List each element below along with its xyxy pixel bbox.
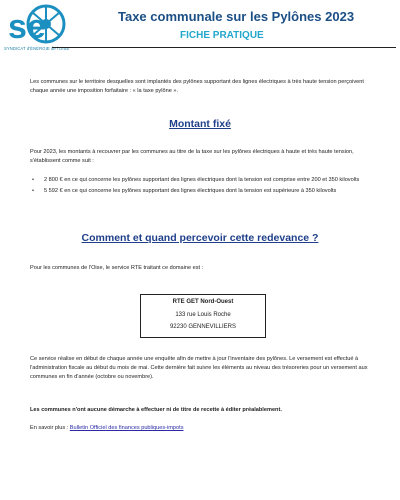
address-street: 133 rue Louis Roche (175, 311, 231, 318)
bofip-link[interactable]: Bulletin Officiel des finances publiques-impots (69, 425, 184, 431)
list-item (30, 187, 375, 196)
montant-list (30, 176, 375, 198)
service-paragraph: Ce service réalise en début de chaque année une enquête afin de mettre à jour l'inventaire des pylônes. Le versement est effectué à l'administration fiscale au début du mois de mai. Cette dernière fait suivre les éléments au niveau des trésoreries pour un versement aux communes en fin d'année (octobre ou novembre). (30, 356, 368, 381)
list-item (30, 176, 375, 185)
logo-text: se (8, 8, 46, 46)
bullet-icon: • (32, 177, 34, 183)
montant-paragraph: Pour 2023, les montants à recouvrer par les communes au titre de la taxe sur les pylônes électriques à haute et très haute tension, s'établissent comme suit : (30, 149, 354, 165)
bold-note: Les communes n'ont aucune démarche à effectuer ni de titre de recette à éditer préalablement. (30, 407, 282, 413)
header-divider (52, 47, 396, 48)
more-info (30, 424, 375, 433)
bullet-icon: • (32, 188, 34, 195)
intro-paragraph: Les communes sur le territoire desquelles sont implantés des pylônes supportant des lignes électriques à très haute tension perçoivent chaque année une imposition forfaitaire : « la taxe pylône ». (30, 79, 364, 95)
logo-caption: SYNDICAT d'ÉNERGIE de l'OISE (4, 46, 70, 51)
address-city: 92230 GENNEVILLIERS (169, 324, 237, 330)
section-title-perception: Comment et quand percevoir cette redevance ? (81, 232, 319, 244)
address-box (140, 294, 266, 338)
address-name: RTE GET Nord-Ouest (172, 299, 234, 305)
section-title-montant: Montant fixé (169, 118, 231, 130)
more-info-label: En savoir plus : (30, 425, 70, 431)
logo (6, 2, 72, 60)
list-item-text: 2 800 € en ce qui concerne les pylônes supportant des lignes électriques dont la tension est comprise entre 200 et 350 kilovolts (44, 177, 360, 183)
page-title: Taxe communale sur les Pylônes 2023 (118, 9, 355, 24)
list-item-text: 5 592 € en ce qui concerne les pylônes supportant des lignes électriques dont la tension est supérieure à 350 kilovolts (44, 188, 337, 195)
rte-paragraph: Pour les communes de l'Oise, le service RTE traitant ce domaine est : (30, 265, 204, 271)
page-subtitle: FICHE PRATIQUE (180, 30, 264, 41)
logo-graphic-icon (6, 2, 72, 48)
